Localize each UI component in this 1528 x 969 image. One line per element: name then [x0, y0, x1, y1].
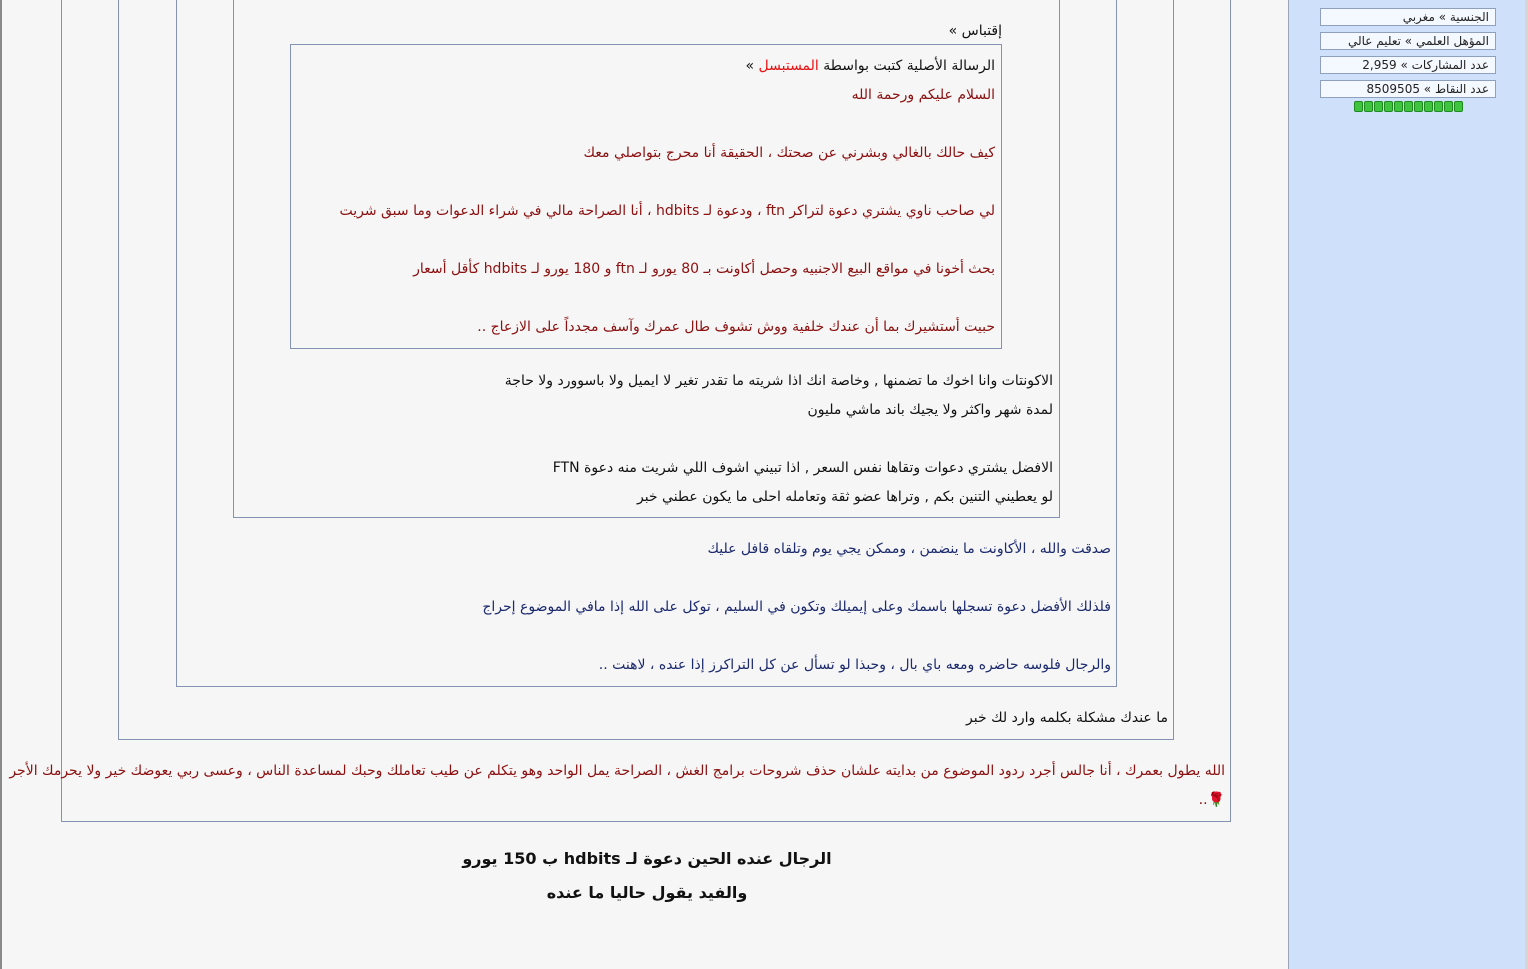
qualification-field: المؤهل العلمي » تعليم عالي	[1320, 32, 1496, 50]
rep-block	[1414, 101, 1423, 112]
rep-block	[1424, 101, 1433, 112]
reply-level-1-tail	[1199, 791, 1225, 809]
inner-quote-line: لي صاحب ناوي يشتري دعوة لتراكر ftn ، ودعوة لـ hdbits ، أنا الصراحة مالي في شراء الدعوات وما سبق شريت	[339, 203, 995, 219]
user-info-sidebar	[1288, 0, 1528, 969]
inner-quote-line: السلام عليكم ورحمة الله	[851, 87, 995, 103]
quote-header-suffix: »	[745, 58, 755, 74]
post-final-line-1: الرجال عنده الحين دعوة لـ hdbits ب 150 يورو	[462, 849, 832, 868]
reply-level-4-line: لمدة شهر واكثر ولا يجيك باند ماشي مليون	[807, 402, 1053, 418]
rep-block	[1364, 101, 1373, 112]
posts-count-field: عدد المشاركات » 2,959	[1320, 56, 1496, 74]
quote-label: إقتباس »	[948, 23, 1002, 39]
inner-quote-line: بحث أخونا في مواقع البيع الاجنبيه وحصل أكاونت بـ 80 يورو لـ ftn و 180 يورو لـ hdbits كأقل أسعار	[413, 261, 995, 277]
nationality-field: الجنسية » مغربي	[1320, 8, 1496, 26]
post-content-area	[2, 0, 1288, 969]
quote-header	[746, 57, 996, 75]
rep-block	[1394, 101, 1403, 112]
inner-quote-line: كيف حالك بالغالي وبشرني عن صحتك ، الحقيقة أنا محرج بتواصلي معك	[583, 145, 995, 161]
rep-block	[1404, 101, 1413, 112]
rep-block	[1374, 101, 1383, 112]
rose-icon: 🌹	[1207, 792, 1225, 808]
reputation-bar-icon	[1354, 101, 1463, 112]
rep-block	[1354, 101, 1363, 112]
quote-header-prefix: الرسالة الأصلية كتبت بواسطة	[823, 58, 995, 74]
points-field: عدد النقاط » 8509505	[1320, 80, 1496, 98]
reply-level-1-line: الله يطول بعمرك ، أنا جالس أجرد ردود الموضوع من بدايته علشان حذف شروحات برامج الغش ، الصراحة يمل الواحد وهو يتكلم عن طيب تعاملك وحبك لمساعدة الناس ، وعسى ربي يعوضك خير ولا يحرمك الأجر	[9, 763, 1225, 779]
rep-block	[1444, 101, 1453, 112]
rep-block	[1434, 101, 1443, 112]
reply-level-4-line: الافضل يشتري دعوات وتقاها نفس السعر , اذا تبيني اشوف اللي شريت منه دعوة FTN	[552, 460, 1053, 476]
reply-level-4-line: لو يعطيني التنين بكم , وتراها عضو ثقة وتعامله احلى ما يكون عطني خبر	[636, 489, 1053, 505]
reply-tail-dots: ..	[1198, 792, 1208, 808]
reply-level-3-line: صدقت والله ، الأكاونت ما ينضمن ، وممكن يجي يوم وتلقاه قافل عليك	[707, 541, 1111, 557]
post-final-line-2: والفيد يقول حاليا ما عنده	[546, 883, 748, 902]
reply-level-3-line: والرجال فلوسه حاضره ومعه باي بال ، وحبذا لو تسأل عن كل التراكرز إذا عنده ، لاهنت ..	[598, 657, 1111, 673]
reply-level-3-line: فلذلك الأفضل دعوة تسجلها باسمك وعلى إيميلك وتكون في السليم ، توكل على الله إذا مافي الموضوع إحراج	[482, 599, 1111, 615]
reply-level-2-line: ما عندك مشكلة بكلمه وارد لك خبر	[966, 710, 1168, 726]
reply-level-4-line: الاكونتات وانا اخوك ما تضمنها , وخاصة انك اذا شريته ما تقدر تغير لا ايميل ولا باسوورد ولا حاجة	[504, 373, 1053, 389]
rep-block	[1384, 101, 1393, 112]
inner-quote-line: حبيت أستشيرك بما أن عندك خلفية ووش تشوف طال عمرك وآسف مجدداً على الازعاج ..	[477, 319, 995, 335]
quote-author-link[interactable]: المستبسل	[758, 58, 819, 74]
rep-block	[1454, 101, 1463, 112]
